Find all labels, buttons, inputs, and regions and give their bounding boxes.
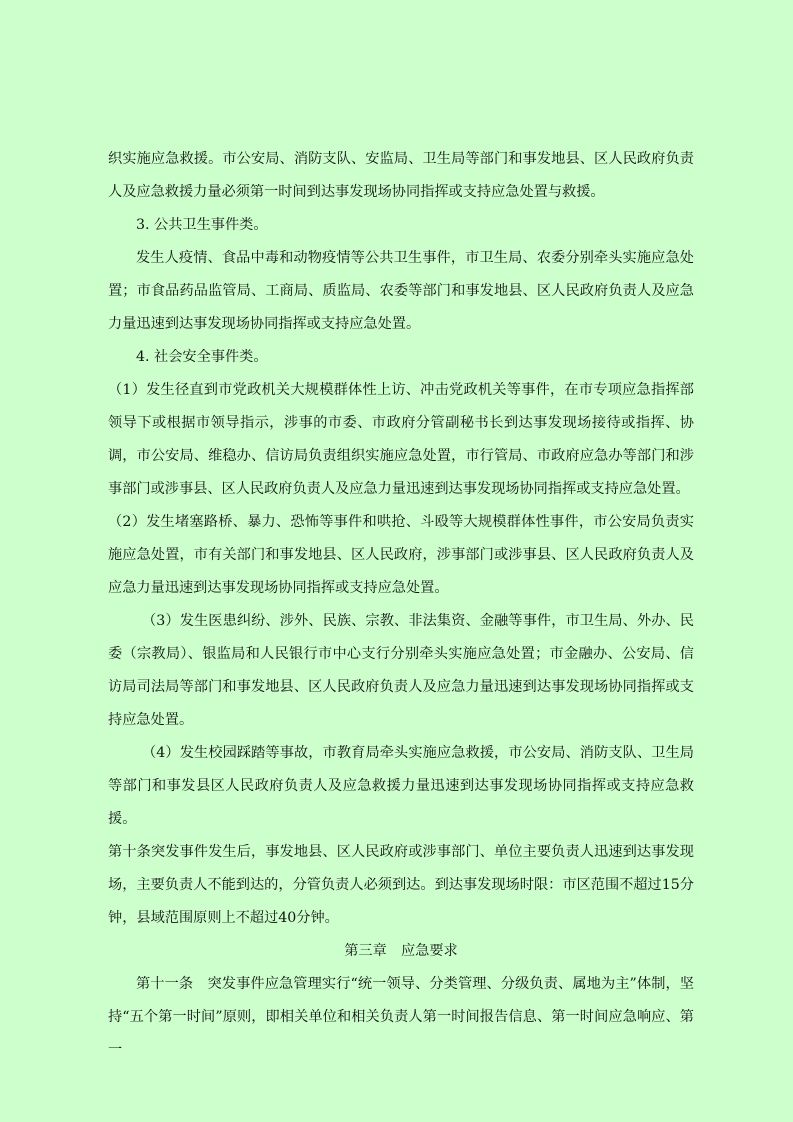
paragraph-social-security-3: （3）发生医患纠纷、涉外、民族、宗教、非法集资、金融等事件，市卫生局、外办、民委（宗教局）、银监局和人民银行市中心支行分别牵头实施应急处置；市金融办、公安局、信访局司法局等部门和事发地县、区人民政府负责人及应急力量迅速到达事发现场协同指挥或支持应急处置。 <box>108 613 694 728</box>
paragraph-continuation: 织实施应急救援。市公安局、消防支队、安监局、卫生局等部门和事发地县、区人民政府负责人及应急救援力量必须第一时间到达事发现场协同指挥或支持应急处置与救援。 <box>108 151 694 200</box>
document-page <box>108 143 694 1067</box>
paragraph-social-security-1: （1）发生径直到市党政机关大规模群体性上访、冲击党政机关等事件，在市专项应急指挥部领导下或根据市领导指示，涉事的市委、市政府分管副秘书长到达事发现场接待或指挥、协调，市公安局、维稳办、信访局负责组织实施应急处置，市行管局、市政府应急办等部门和涉事部门或涉事县、区人民政府负责人及应急力量迅速到达事发现场协同指挥或支持应急处置。 <box>108 382 694 497</box>
section-social-security-heading: 4. 社会安全事件类。 <box>136 349 268 365</box>
paragraph-public-health: 发生人疫情、食品中毒和动物疫情等公共卫生事件，市卫生局、农委分别牵头实施应急处置；市食品药品监管局、工商局、质监局、农委等部门和事发地县、区人民政府负责人及应急力量迅速到达事发现场协同指挥或支持应急处置。 <box>108 250 694 332</box>
section-public-health-heading: 3. 公共卫生事件类。 <box>136 217 268 233</box>
paragraph-article-10: 第十条突发事件发生后，事发地县、区人民政府或涉事部门、单位主要负责人迅速到达事发现场，主要负责人不能到达的，分管负责人必须到达。到达事发现场时限：市区范围不超过15分钟，县域范围原则上不超过40分钟。 <box>108 844 694 926</box>
chapter-heading: 第三章 应急要求 <box>344 943 458 959</box>
paragraph-social-security-4: （4）发生校园踩踏等事故，市教育局牵头实施应急救援，市公安局、消防支队、卫生局等部门和事发县区人民政府负责人及应急救援力量迅速到达事发现场协同指挥或支持应急救援。 <box>108 745 694 827</box>
paragraph-article-11: 第十一条 突发事件应急管理实行“统一领导、分类管理、分级负责、属地为主”体制，坚持“五个第一时间”原则，即相关单位和相关负责人第一时间报告信息、第一时间应急响应、第一 <box>108 976 694 1058</box>
paragraph-social-security-2: （2）发生堵塞路桥、暴力、恐怖等事件和哄抢、斗殴等大规模群体性事件，市公安局负责实施应急处置，市有关部门和事发地县、区人民政府，涉事部门或涉事县、区人民政府负责人及应急力量迅速到达事发现场协同指挥或支持应急处置。 <box>108 514 694 596</box>
